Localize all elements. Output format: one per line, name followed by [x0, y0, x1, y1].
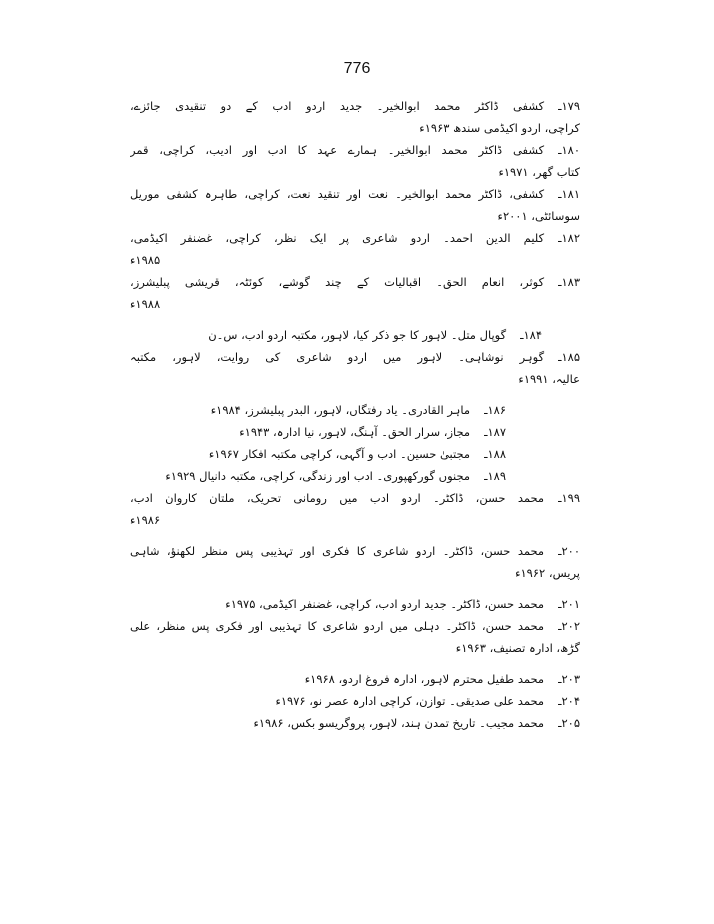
entry-number: ۲۰۳ـ [558, 672, 580, 686]
entry-text: محمد طفیل محترم لاہور، ادارہ فروغ اردو، ۱۹۶۸ء [304, 672, 545, 686]
entry-text: مجنوں گورکھپوری۔ ادب اور زندگی، کراچی، مکتبہ دانیال ۱۹۲۹ء [165, 469, 471, 483]
entry-continuation: ۱۹۸۵ء [130, 253, 161, 267]
entry-text: محمد حسن، ڈاکٹر۔ اردو شاعری کا فکری اور تہذیبی پس منظر لکھنؤ، شاہی [130, 544, 545, 558]
list-item [130, 540, 580, 584]
entry-text: کشفی ڈاکٹر محمد ابوالخیر۔ ہمارے عہد کا ادب اور ادیب، کراچی، قمر [130, 143, 545, 157]
entry-number: ۱۸۵ـ [558, 350, 580, 364]
list-item [130, 95, 580, 139]
entry-text: محمد مجیب۔ تاریخ تمدن ہند، لاہور، پروگریسو بکس، ۱۹۸۶ء [253, 716, 545, 730]
entry-text: محمد علی صدیقی۔ توازن، کراچی ادارہ عصر نو، ۱۹۷۶ء [275, 694, 545, 708]
entry-number: ۱۸۰ـ [558, 143, 580, 157]
entry-number: ۲۰۱ـ [558, 597, 580, 611]
list-item [130, 668, 580, 690]
entry-number: ۱۹۹ـ [558, 491, 580, 505]
entry-number: ۱۸۲ـ [558, 231, 580, 245]
page-number: 776 [343, 60, 371, 77]
entry-number: ۱۸۹ـ [484, 469, 506, 483]
entry-number: ۱۷۹ـ [558, 99, 580, 113]
entry-number: ۲۰۲ـ [558, 619, 580, 633]
entry-number: ۱۸۸ـ [484, 447, 506, 461]
list-item [130, 615, 580, 659]
list-item [130, 690, 580, 712]
entry-continuation: ۱۹۸۸ء [130, 297, 161, 311]
entry-text: کشفی، ڈاکٹر محمد ابوالخیر۔ نعت اور تنقید نعت، کراچی، طاہرہ کشفی موریل [130, 187, 545, 201]
entry-text: گوپال متل۔ لاہور کا جو ذکر کیا، لاہور، مکتبہ اردو ادب، س۔ن [208, 328, 507, 342]
entry-text: کوثر، انعام الحق۔ اقبالیات کے چند گوشے، کوئٹہ، قریشی پبلیشرز، [130, 275, 545, 289]
entry-text: محمد حسن، ڈاکٹر۔ دہلی میں اردو شاعری کا تہذیبی اور فکری پس منظر، علی [130, 619, 545, 633]
list-item [130, 139, 580, 183]
entry-number: ۱۸۷ـ [484, 425, 506, 439]
list-item [130, 183, 580, 227]
list-item [130, 465, 580, 487]
list-item [130, 227, 580, 271]
list-item [130, 593, 580, 615]
list-item [130, 443, 580, 465]
entry-text: گوہر نوشاہی۔ لاہور میں اردو شاعری کی روایت، لاہور، مکتبہ [130, 350, 545, 364]
list-item [130, 421, 580, 443]
list-item [130, 399, 580, 421]
entry-continuation: سوسائٹی، ۲۰۰۱ء [497, 209, 580, 223]
entry-number: ۲۰۵ـ [558, 716, 580, 730]
list-item [130, 487, 580, 531]
entry-text: ماہر القادری۔ یاد رفتگاں، لاہور، البدر پبلیشرز، ۱۹۸۴ء [210, 403, 471, 417]
entry-text: کلیم الدین احمد۔ اردو شاعری پر ایک نظر، کراچی، غضنفر اکیڈمی، [130, 231, 545, 245]
entry-continuation: عالیہ، ۱۹۹۱ء [518, 372, 580, 386]
bibliography-list [130, 95, 580, 734]
list-item [130, 271, 580, 315]
entry-text: مجتبیٰ حسین۔ ادب و آگہی، کراچی مکتبہ افکار ۱۹۶۷ء [208, 447, 471, 461]
entry-text: محمد حسن، ڈاکٹر۔ جدید اردو ادب، کراچی، غضنفر اکیڈمی، ۱۹۷۵ء [225, 597, 545, 611]
entry-text: محمد حسن، ڈاکٹر۔ اردو ادب میں رومانی تحریک، ملتان کاروان ادب، [130, 491, 545, 505]
entry-number: ۱۸۴ـ [520, 328, 542, 342]
list-item [130, 324, 580, 346]
entry-number: ۱۸۱ـ [558, 187, 580, 201]
entry-number: ۲۰۴ـ [558, 694, 580, 708]
entry-number: ۱۸۳ـ [558, 275, 580, 289]
entry-text: مجاز، سرار الحق۔ آہنگ، لاہور، نیا ادارہ، ۱۹۴۳ء [239, 425, 471, 439]
entry-continuation: ۱۹۸۶ء [130, 513, 161, 527]
entry-continuation: پریس، ۱۹۶۲ء [515, 566, 580, 580]
list-item [130, 712, 580, 734]
entry-continuation: کتاب گھر، ۱۹۷۱ء [498, 165, 580, 179]
entry-continuation: گڑھ، ادارہ تصنیف، ۱۹۶۳ء [455, 641, 580, 655]
entry-continuation: کراچی، اردو اکیڈمی سندھ ۱۹۶۳ء [419, 121, 580, 135]
entry-text: کشفی ڈاکٹر محمد ابوالخیر۔ جدید اردو ادب کے دو تنقیدی جائزے، [130, 99, 545, 113]
list-item [130, 346, 580, 390]
entry-number: ۱۸۶ـ [484, 403, 506, 417]
entry-number: ۲۰۰ـ [558, 544, 580, 558]
